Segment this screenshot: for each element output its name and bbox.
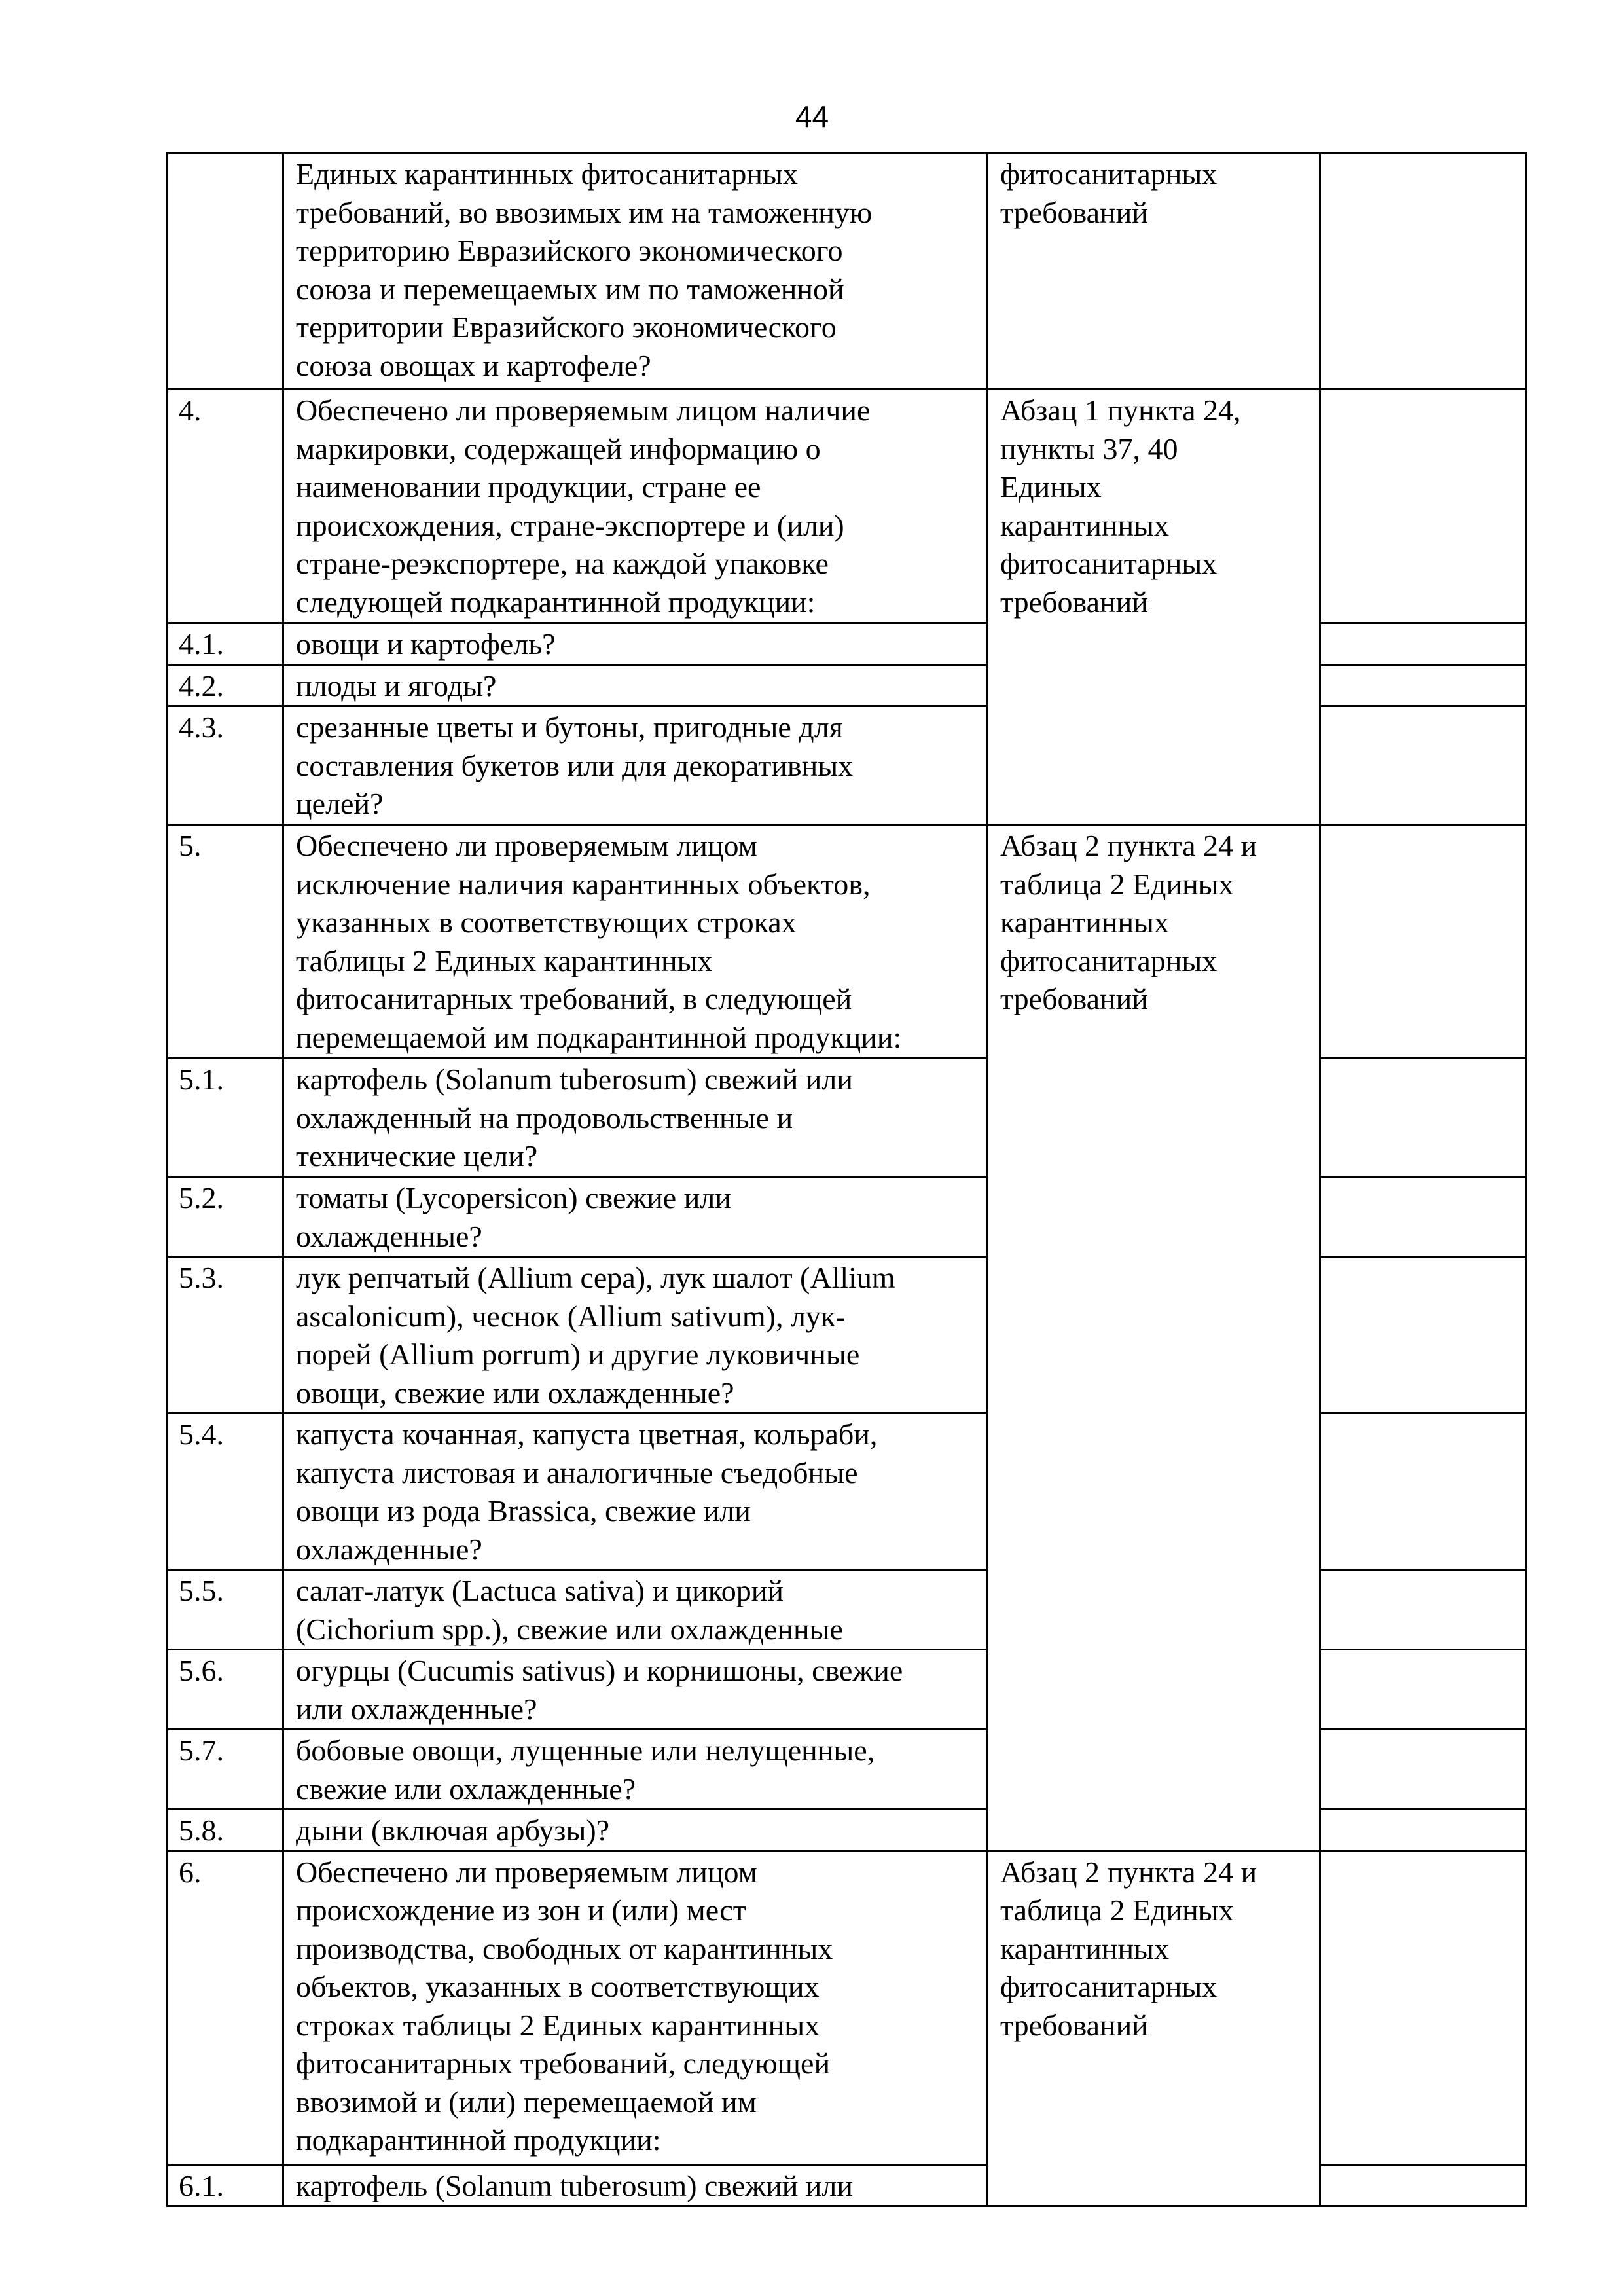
text-line: территорию Евразийского экономического [296, 234, 843, 267]
item-number [168, 153, 283, 390]
item-number: 5.6. [168, 1650, 283, 1730]
text-line: производства, свободных от карантинных [296, 1931, 833, 1965]
question-cell [283, 623, 988, 665]
text-line: союза и перемещаемых им по таможенной [296, 272, 844, 306]
text-line: Обеспечено ли проверяемым лицом [296, 829, 757, 862]
table-row [168, 1059, 1526, 1177]
question-cell [283, 706, 988, 825]
text-line: или охлажденные? [296, 1692, 537, 1726]
table-row [168, 153, 1526, 390]
text-line: Абзац 1 пункта 24, [1000, 393, 1241, 427]
text-line: происхождение из зон и (или) мест [296, 1893, 746, 1927]
text-line: овощи из рода Brassica, свежие или [296, 1494, 751, 1527]
text-line: перемещаемой им подкарантинной продукции: [296, 1020, 902, 1054]
answer-cell [1320, 1257, 1526, 1413]
text-line: составления букетов или для декоративных [296, 748, 854, 782]
answer-cell [1320, 706, 1526, 825]
question-cell [283, 1413, 988, 1570]
reference-cell [988, 1851, 1320, 2206]
page-number: 44 [795, 100, 829, 134]
question-cell [283, 1257, 988, 1413]
reference-cell [988, 825, 1320, 1851]
text-line: Абзац 2 пункта 24 и [1000, 1855, 1257, 1889]
text-line: овощи, свежие или охлажденные? [296, 1376, 734, 1410]
table-row [168, 623, 1526, 665]
reference-cell [988, 153, 1320, 390]
text-line: требований, во ввозимых им на таможенную [296, 195, 873, 229]
question-cell [283, 1650, 988, 1730]
question-cell [283, 1177, 988, 1257]
text-line: Обеспечено ли проверяемым лицом наличие [296, 393, 871, 427]
text-line: ввозимой и (или) перемещаемой им [296, 2085, 757, 2119]
text-line: требований [1000, 2008, 1148, 2042]
table-row [168, 1177, 1526, 1257]
text-line: объектов, указанных в соответствующих [296, 1970, 820, 2003]
table-row [168, 1810, 1526, 1851]
text-line: пункты 37, 40 [1000, 431, 1178, 465]
text-line: стране-реэкспортере, на каждой упаковке [296, 547, 829, 580]
answer-cell [1320, 1650, 1526, 1730]
text-line: капуста листовая и аналогичные съедобные [296, 1455, 858, 1489]
text-line: охлажденные? [296, 1219, 482, 1253]
answer-cell [1320, 153, 1526, 390]
text-line: Обеспечено ли проверяемым лицом [296, 1855, 757, 1889]
item-number: 4.2. [168, 665, 283, 706]
text-line: требований [1000, 585, 1148, 619]
question-cell [283, 1730, 988, 1810]
text-line: указанных в соответствующих строках [296, 905, 797, 939]
item-number: 4.1. [168, 623, 283, 665]
text-line: строках таблицы 2 Единых карантинных [296, 2008, 820, 2042]
text-line: дыни (включая арбузы)? [296, 1813, 610, 1847]
answer-cell [1320, 1851, 1526, 2164]
text-line: фитосанитарных [1000, 157, 1218, 191]
text-line: требований [1000, 195, 1148, 229]
table-row [168, 706, 1526, 825]
table-row [168, 1650, 1526, 1730]
answer-cell [1320, 1730, 1526, 1810]
question-cell [283, 1810, 988, 1851]
table-row [168, 390, 1526, 623]
text-line: картофель (Solanum tuberosum) свежий или [296, 1063, 853, 1096]
text-line: территории Евразийского экономического [296, 310, 837, 344]
table-row [168, 2164, 1526, 2206]
checklist-table [166, 152, 1525, 2207]
item-number: 5.5. [168, 1570, 283, 1650]
item-number: 5.3. [168, 1257, 283, 1413]
answer-cell [1320, 1810, 1526, 1851]
text-line: капуста кочанная, капуста цветная, кольраби, [296, 1417, 878, 1451]
question-cell [283, 1851, 988, 2164]
text-line: таблицы 2 Единых карантинных [296, 943, 713, 977]
text-line: карантинных [1000, 1931, 1169, 1965]
text-line: целей? [296, 787, 384, 820]
item-number: 6. [168, 1851, 283, 2164]
text-line: подкарантинной продукции: [296, 2123, 661, 2157]
text-line: Единых карантинных фитосанитарных [296, 157, 798, 191]
text-line: порей (Allium porrum) и другие луковичные [296, 1338, 860, 1371]
answer-cell [1320, 2164, 1526, 2206]
question-cell [283, 153, 988, 390]
text-line: Абзац 2 пункта 24 и [1000, 829, 1257, 862]
text-line: фитосанитарных требований, в следующей [296, 982, 852, 1015]
item-number: 4. [168, 390, 283, 623]
text-line: бобовые овощи, лущенные или нелущенные, [296, 1734, 875, 1767]
text-line: таблица 2 Единых [1000, 1893, 1234, 1927]
text-line: технические цели? [296, 1139, 538, 1173]
text-line: таблица 2 Единых [1000, 867, 1234, 901]
table-row [168, 1851, 1526, 2164]
answer-cell [1320, 1570, 1526, 1650]
text-line: следующей подкарантинной продукции: [296, 585, 816, 619]
question-cell [283, 825, 988, 1059]
text-line: исключение наличия карантинных объектов, [296, 867, 871, 901]
question-cell [283, 665, 988, 706]
item-number: 5.2. [168, 1177, 283, 1257]
text-line: карантинных [1000, 905, 1169, 939]
table-row [168, 1257, 1526, 1413]
text-line: фитосанитарных [1000, 943, 1218, 977]
answer-cell [1320, 665, 1526, 706]
table-row [168, 1730, 1526, 1810]
question-cell [283, 1570, 988, 1650]
text-line: наименовании продукции, стране ее [296, 470, 761, 503]
item-number: 4.3. [168, 706, 283, 825]
question-cell [283, 390, 988, 623]
reference-cell [988, 390, 1320, 825]
text-line: огурцы (Cucumis sativus) и корнишоны, свежие [296, 1654, 903, 1687]
text-line: карантинных [1000, 508, 1169, 542]
answer-cell [1320, 825, 1526, 1059]
text-line: маркировки, содержащей информацию о [296, 431, 821, 465]
item-number: 5.1. [168, 1059, 283, 1177]
table-row [168, 665, 1526, 706]
text-line: фитосанитарных [1000, 1970, 1218, 2003]
question-cell [283, 2164, 988, 2206]
table-row [168, 1570, 1526, 1650]
text-line: плоды и ягоды? [296, 668, 497, 702]
text-line: охлажденные? [296, 1532, 482, 1566]
text-line: томаты (Lycopersicon) свежие или [296, 1181, 731, 1214]
answer-cell [1320, 1059, 1526, 1177]
question-cell [283, 1059, 988, 1177]
answer-cell [1320, 1413, 1526, 1570]
text-line: овощи и картофель? [296, 627, 556, 661]
item-number: 5. [168, 825, 283, 1059]
text-line: картофель (Solanum tuberosum) свежий или [296, 2168, 853, 2202]
answer-cell [1320, 1177, 1526, 1257]
item-number: 5.7. [168, 1730, 283, 1810]
answer-cell [1320, 623, 1526, 665]
text-line: срезанные цветы и бутоны, пригодные для [296, 710, 843, 744]
table-row [168, 825, 1526, 1059]
text-line: союза овощах и картофеле? [296, 348, 651, 382]
item-number: 6.1. [168, 2164, 283, 2206]
text-line: фитосанитарных требований, следующей [296, 2047, 831, 2080]
text-line: салат-латук (Lactuca sativa) и цикорий [296, 1574, 784, 1607]
text-line: лук репчатый (Allium cepa), лук шалот (Allium [296, 1261, 895, 1294]
text-line: требований [1000, 982, 1148, 1015]
text-line: охлажденный на продовольственные и [296, 1101, 793, 1135]
text-line: ascalonicum), чеснок (Allium sativum), лук- [296, 1299, 846, 1333]
text-line: Единых [1000, 470, 1102, 503]
item-number: 5.4. [168, 1413, 283, 1570]
text-line: фитосанитарных [1000, 547, 1218, 580]
table-row [168, 1413, 1526, 1570]
answer-cell [1320, 390, 1526, 623]
item-number: 5.8. [168, 1810, 283, 1851]
text-line: происхождения, стране-экспортере и (или) [296, 508, 844, 542]
text-line: свежие или охлажденные? [296, 1772, 636, 1806]
text-line: (Cichorium spp.), свежие или охлажденные [296, 1612, 843, 1646]
